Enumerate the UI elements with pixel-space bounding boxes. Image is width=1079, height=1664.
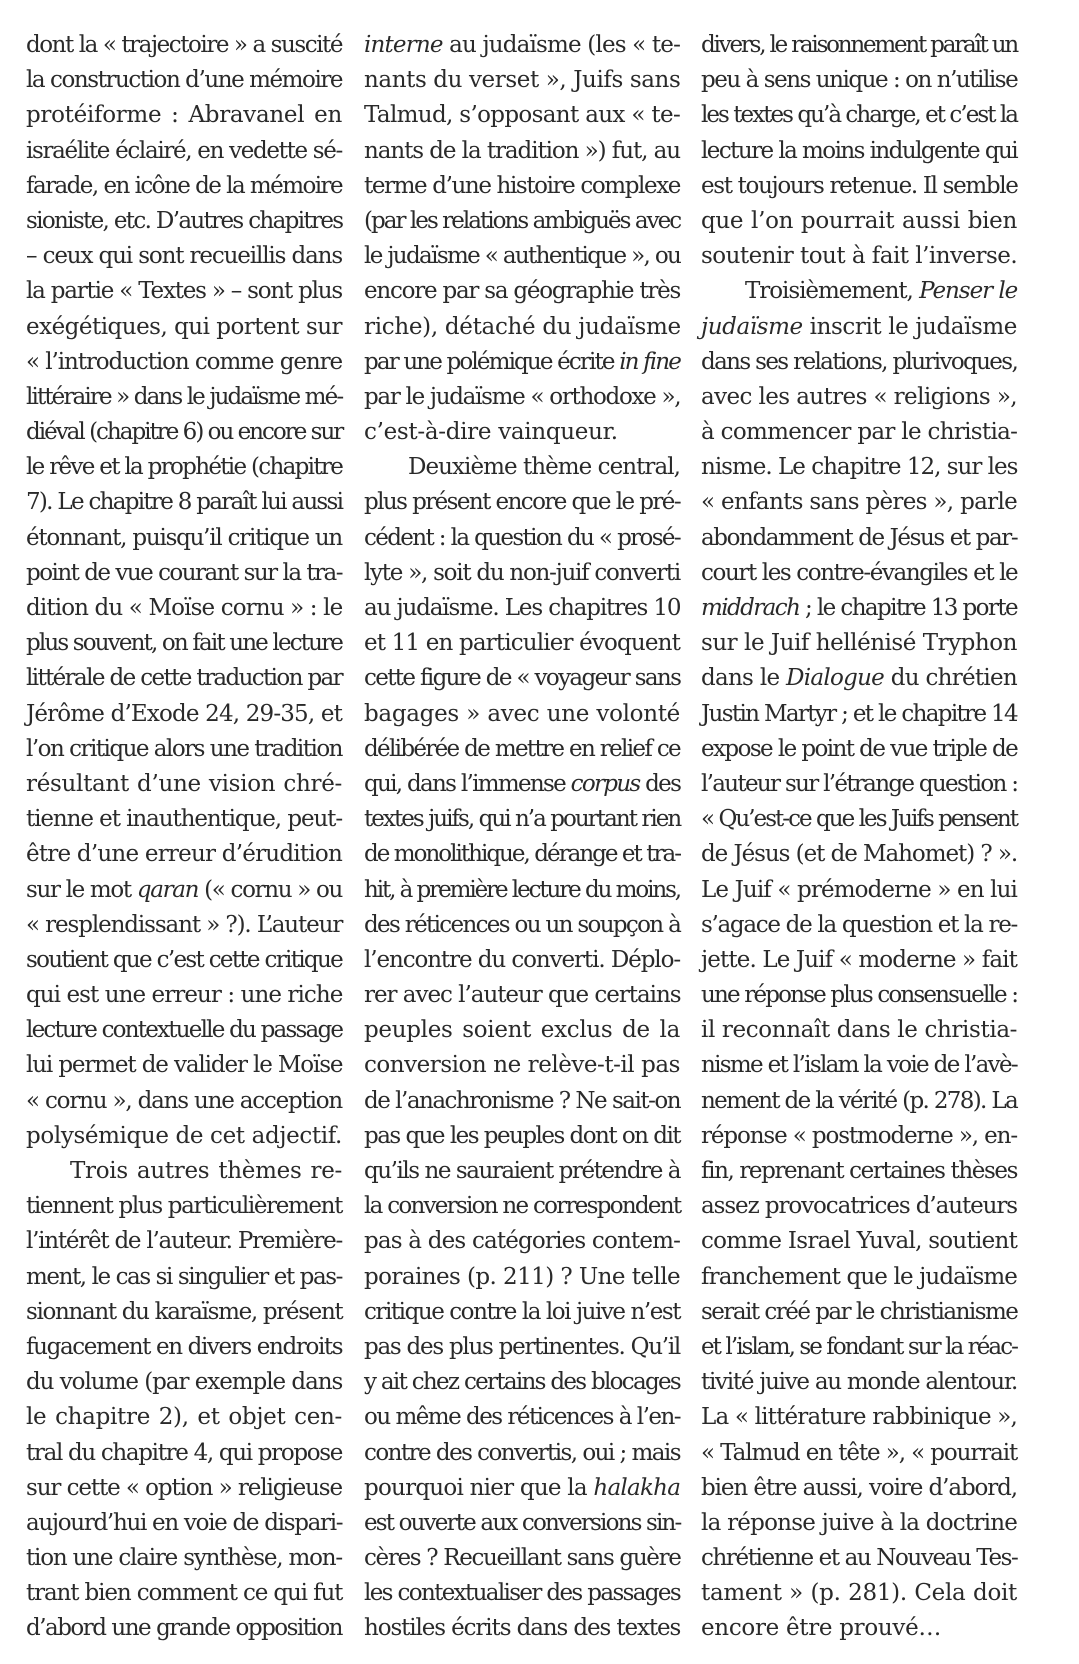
text-line: divers, le raisonnement paraît un: [701, 32, 1017, 58]
italic-term: judaïsme: [701, 313, 803, 340]
text-line: riche), détaché du judaïsme: [364, 313, 681, 340]
text-line: littérale de cette traduction par: [26, 665, 342, 692]
text-line: il reconnaît dans le christia-: [701, 1017, 1018, 1044]
text-line: bagages » avec une volonté: [364, 700, 680, 727]
text-line: plus présent encore que le pré-: [364, 489, 680, 516]
text-line: être d’une erreur d’érudition: [26, 841, 342, 868]
text-line: « Qu’est-ce que les Juifs pensent: [701, 806, 1017, 833]
italic-term: qaran: [136, 876, 199, 903]
text-line: les contextualiser des passages: [364, 1580, 680, 1607]
text-line: nants de la tradition ») fut, au: [364, 137, 680, 164]
text-line: pas des plus pertinentes. Qu’il: [364, 1333, 680, 1360]
text-line: bien être aussi, voire d’abord,: [701, 1474, 1017, 1501]
text-line: résultant d’une vision chré-: [26, 770, 342, 797]
text-line: hit, à première lecture du moins,: [364, 876, 680, 903]
italic-term: Penser le: [919, 278, 1018, 305]
text-line: expose le point de vue triple de: [701, 735, 1018, 762]
text-line: la partie « Textes » – sont plus: [26, 278, 343, 305]
text-line: nisme et l’islam la voie de l’avè-: [701, 1052, 1017, 1079]
text-line: sur le Juif hellénisé Tryphon: [701, 630, 1017, 657]
text-line: sioniste, etc. D’autres chapitres: [26, 207, 343, 234]
text-line: dont la « trajectoire » a suscité: [26, 32, 342, 58]
text-segment: pourquoi nier que la: [364, 1474, 594, 1501]
text-line: [364, 767, 680, 802]
text-line: 7). Le chapitre 8 paraît lui aussi: [26, 489, 343, 516]
text-segment: par une polémique écrite: [364, 348, 620, 375]
text-line: dans ses relations, plurivoques,: [701, 348, 1018, 375]
text-line: comme Israel Yuval, soutient: [701, 1228, 1018, 1255]
text-line: [364, 28, 680, 63]
text-line: la réponse juive à la doctrine: [701, 1509, 1018, 1536]
text-line: et l’islam, se fondant sur la réac-: [701, 1333, 1017, 1360]
text-line: nement de la vérité (p. 278). La: [701, 1087, 1017, 1114]
text-line: de l’anachronisme ? Ne sait-on: [364, 1087, 681, 1114]
text-line: soutient que c’est cette critique: [26, 946, 342, 973]
text-line: chrétienne et au Nouveau Tes-: [701, 1545, 1018, 1572]
text-line: y ait chez certains des blocages: [364, 1369, 680, 1396]
text-line: court les contre-évangiles et le: [701, 559, 1018, 586]
text-line: fin, reprenant certaines thèses: [701, 1158, 1017, 1184]
text-line: délibérée de mettre en relief ce: [364, 735, 680, 762]
text-line: fugacement en divers endroits: [26, 1333, 343, 1360]
text-line: cères ? Recueillant sans guère: [364, 1545, 681, 1572]
text-line: aujourd’hui en voie de dispari-: [26, 1509, 343, 1536]
text-line: farade, en icône de la mémoire: [26, 172, 342, 199]
text-line: tienne et inauthentique, peut-: [26, 806, 342, 833]
text-line: qu’ils ne sauraient prétendre à: [364, 1158, 680, 1184]
text-line: s’agace de la question et la re-: [701, 911, 1017, 938]
text-line: peu à sens unique : on n’utilise: [701, 67, 1018, 94]
text-line: contre des convertis, oui ; mais: [364, 1439, 680, 1466]
text-line: de Jésus (et de Mahomet) ? ».: [701, 841, 1018, 868]
text-line: « enfants sans pères », parle: [701, 489, 1018, 516]
text-line: sionnant du karaïsme, présent: [26, 1298, 343, 1325]
text-line: hostiles écrits dans des textes: [364, 1615, 681, 1642]
text-segment: inscrit le judaïsme: [802, 313, 1017, 340]
text-line: peuples soient exclus de la: [364, 1017, 680, 1044]
text-line: ou même des réticences à l’en-: [364, 1404, 680, 1431]
text-line: est ouverte aux conversions sin-: [364, 1509, 681, 1536]
text-line: Deuxième thème central,: [408, 454, 681, 481]
text-segment: dans le: [701, 665, 787, 692]
text-line: [701, 661, 1017, 696]
text-line: c’est-à-dire vainqueur.: [364, 419, 618, 446]
text-line: tament » (p. 281). Cela doit: [701, 1580, 1017, 1607]
text-line: réponse « postmoderne », en-: [701, 1122, 1017, 1149]
text-line: conversion ne relève-t-il pas: [364, 1052, 680, 1079]
text-line: tion une claire synthèse, mon-: [26, 1545, 342, 1572]
text-line: trant bien comment ce qui fut: [26, 1580, 343, 1607]
text-line: (par les relations ambiguës avec: [364, 207, 681, 234]
italic-term: interne: [364, 32, 443, 58]
text-line: serait créé par le christianisme: [701, 1298, 1018, 1325]
text-line: des réticences ou un soupçon à: [364, 911, 681, 938]
text-line: Trois autres thèmes re-: [70, 1158, 342, 1184]
text-column-1: [26, 28, 342, 1647]
text-line: textes juifs, qui n’a pourtant rien: [364, 806, 681, 833]
text-line: jette. Le Juif « moderne » fait: [701, 946, 1017, 973]
text-line: lecture la moins indulgente qui: [701, 137, 1018, 164]
italic-term: Dialogue: [786, 665, 885, 692]
italic-term: halakha: [593, 1474, 681, 1501]
text-line: pas à des catégories contem-: [364, 1228, 680, 1255]
text-line: terme d’une histoire complexe: [364, 172, 680, 199]
text-line: Talmud, s’opposant aux « te-: [364, 102, 681, 129]
text-line: [701, 310, 1017, 345]
text-line: littéraire » dans le judaïsme mé-: [26, 383, 343, 410]
text-segment: sur le mot: [26, 876, 137, 903]
text-line: Le Juif « prémoderne » en lui: [701, 876, 1017, 903]
text-line: soutenir tout à fait l’inverse.: [701, 243, 1018, 270]
text-line: abondamment de Jésus et par-: [701, 524, 1018, 551]
text-line: d’abord une grande opposition: [26, 1615, 342, 1642]
text-line: [364, 1471, 680, 1506]
text-line: [701, 591, 1017, 626]
text-segment: (« cornu » ou: [198, 876, 342, 903]
text-line: est toujours retenue. Il semble: [701, 172, 1018, 199]
text-line: La « littérature rabbinique »,: [701, 1404, 1017, 1431]
text-line: ment, le cas si singulier et pas-: [26, 1263, 343, 1290]
text-line: « cornu », dans une acception: [26, 1087, 342, 1114]
text-line: au judaïsme. Les chapitres 10: [364, 595, 681, 621]
text-line: l’encontre du converti. Déplo-: [364, 946, 680, 973]
text-line: encore par sa géographie très: [364, 278, 681, 305]
text-line: avec les autres « religions »,: [701, 383, 1018, 410]
text-segment: des: [639, 770, 681, 797]
text-line: tral du chapitre 4, qui propose: [26, 1439, 342, 1466]
text-line: point de vue courant sur la tra-: [26, 559, 342, 586]
italic-term: corpus: [570, 770, 640, 797]
text-line: franchement que le judaïsme: [701, 1263, 1017, 1290]
text-line: dition du « Moïse cornu » : le: [26, 595, 343, 621]
text-line: étonnant, puisqu’il critique un: [26, 524, 342, 551]
text-line: nisme. Le chapitre 12, sur les: [701, 454, 1018, 481]
text-line: Justin Martyr ; et le chapitre 14: [701, 700, 1017, 727]
text-line: [26, 873, 342, 908]
text-segment: du chrétien: [884, 665, 1017, 692]
text-line: diéval (chapitre 6) ou encore sur: [26, 419, 343, 446]
text-line: et 11 en particulier évoquent: [364, 630, 680, 657]
text-line: protéiforme : Abravanel en: [26, 102, 342, 129]
italic-term: middrach: [701, 595, 800, 621]
text-column-3: [701, 28, 1017, 1647]
text-line: le judaïsme « authentique », ou: [364, 243, 681, 270]
text-line: qui est une erreur : une riche: [26, 982, 343, 1009]
text-line: par le judaïsme « orthodoxe »,: [364, 383, 681, 410]
text-line: cédent : la question du « prosé-: [364, 524, 680, 551]
text-line: lecture contextuelle du passage: [26, 1017, 343, 1044]
text-line: Jérôme d’Exode 24, 29-35, et: [26, 700, 342, 727]
text-line: tiennent plus particulièrement: [26, 1193, 342, 1220]
text-line: l’on critique alors une tradition: [26, 735, 342, 762]
text-segment: ; le chapitre 13 porte: [799, 595, 1018, 621]
text-line: israélite éclairé, en vedette sé-: [26, 137, 342, 164]
text-segment: qui, dans l’immense: [364, 770, 571, 797]
text-line: polysémique de cet adjectif.: [26, 1122, 342, 1149]
text-line: plus souvent, on fait une lecture: [26, 630, 342, 657]
text-line: lyte », soit du non-juif converti: [364, 559, 680, 586]
text-line: nants du verset », Juifs sans: [364, 67, 681, 94]
text-line: « resplendissant » ?). L’auteur: [26, 911, 343, 938]
text-line: poraines (p. 211) ? Une telle: [364, 1263, 680, 1290]
text-line: le chapitre 2), et objet cen-: [26, 1404, 342, 1431]
text-line: l’auteur sur l’étrange question :: [701, 770, 1018, 797]
text-column-2: [364, 28, 680, 1647]
text-line: – ceux qui sont recueillis dans: [26, 243, 342, 270]
text-line: [701, 274, 1017, 309]
text-line: « Talmud en tête », « pourrait: [701, 1439, 1018, 1466]
text-line: le rêve et la prophétie (chapitre: [26, 454, 343, 481]
text-line: encore être prouvé…: [701, 1615, 942, 1642]
text-line: [364, 345, 680, 380]
text-line: à commencer par le christia-: [701, 419, 1018, 446]
text-line: lui permet de valider le Moïse: [26, 1052, 343, 1079]
text-line: de monolithique, dérange et tra-: [364, 841, 680, 868]
text-line: cette figure de « voyageur sans: [364, 665, 681, 692]
text-line: l’intérêt de l’auteur. Première-: [26, 1228, 343, 1255]
text-line: pas que les peuples dont on dit: [364, 1122, 680, 1149]
text-segment: au judaïsme (les « te-: [442, 32, 681, 58]
text-line: la construction d’une mémoire: [26, 67, 343, 94]
text-line: que l’on pourrait aussi bien: [701, 207, 1017, 234]
text-line: la conversion ne correspondent: [364, 1193, 681, 1220]
text-line: du volume (par exemple dans: [26, 1369, 343, 1396]
text-line: exégétiques, qui portent sur: [26, 313, 343, 340]
text-line: assez provocatrices d’auteurs: [701, 1193, 1017, 1220]
text-line: une réponse plus consensuelle :: [701, 982, 1018, 1009]
text-line: les textes qu’à charge, et c’est la: [701, 102, 1017, 129]
text-line: tivité juive au monde alentour.: [701, 1369, 1018, 1396]
text-segment: Troisièmement,: [745, 278, 920, 305]
text-line: « l’introduction comme genre: [26, 348, 342, 375]
text-line: rer avec l’auteur que certains: [364, 982, 681, 1009]
italic-term: in fine: [619, 348, 680, 375]
text-line: sur cette « option » religieuse: [26, 1474, 342, 1501]
text-line: critique contre la loi juive n’est: [364, 1298, 680, 1325]
